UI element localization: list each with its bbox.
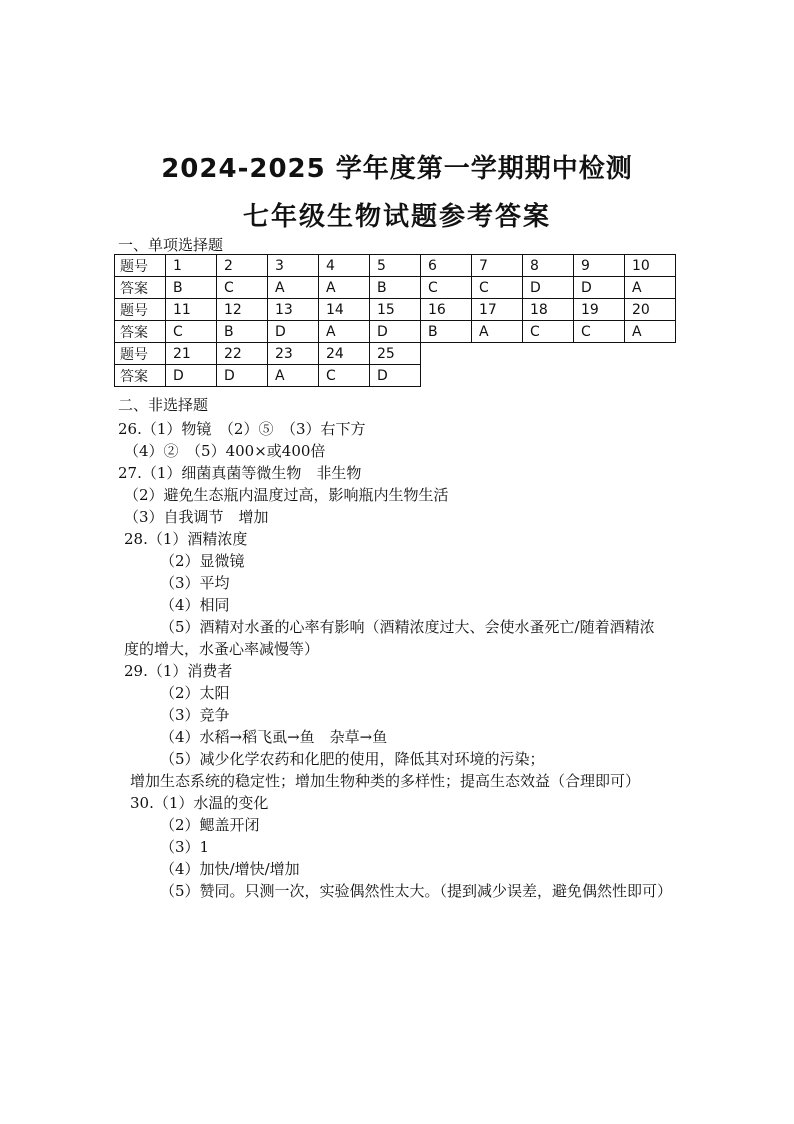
section2-heading: 二、非选择题 [118, 396, 209, 414]
question-number-cell: 14 [319, 299, 370, 321]
question-number-cell: 13 [268, 299, 319, 321]
answer-cell: D [370, 365, 421, 387]
answer-cell: A [625, 277, 676, 299]
answer-line: （3）竞争 [160, 706, 230, 724]
answer-line: 29.（1）消费者 [124, 662, 233, 680]
answer-cell: D [217, 365, 268, 387]
answer-line: 度的增大，水蚤心率减慢等） [124, 640, 320, 658]
question-number-cell: 16 [421, 299, 472, 321]
row-label-question: 题号 [115, 299, 166, 321]
question-number-cell: 7 [472, 255, 523, 277]
answer-line: （3）平均 [160, 574, 230, 592]
answer-cell: A [625, 321, 676, 343]
answer-cell: B [370, 277, 421, 299]
question-number-cell: 15 [370, 299, 421, 321]
answer-cell: B [217, 321, 268, 343]
question-number-cell: 17 [472, 299, 523, 321]
question-number-cell: 3 [268, 255, 319, 277]
answer-line: （5）酒精对水蚤的心率有影响（酒精浓度过大、会使水蚤死亡/随着酒精浓 [160, 618, 655, 636]
answer-line: 27.（1）细菌真菌等微生物 非生物 [118, 464, 362, 482]
answer-line: 28.（1）酒精浓度 [124, 530, 248, 548]
question-number-cell: 22 [217, 343, 268, 365]
answer-line: （4）② （5）400×或400倍 [124, 442, 326, 460]
answer-line: （5）赞同。只测一次，实验偶然性太大。（提到减少误差，避免偶然性即可） [160, 882, 673, 900]
answer-cell: D [166, 365, 217, 387]
question-number-cell: 1 [166, 255, 217, 277]
answer-line: （2）显微镜 [160, 552, 245, 570]
answer-cell: C [472, 277, 523, 299]
answer-line: （4）加快/增快/增加 [160, 860, 300, 878]
answer-cell: A [268, 277, 319, 299]
answer-cell: B [421, 321, 472, 343]
answer-cell: A [319, 277, 370, 299]
question-number-cell: 2 [217, 255, 268, 277]
answer-line: （3）自我调节 增加 [124, 508, 269, 526]
answer-line: （5）减少化学农药和化肥的使用，降低其对环境的污染； [160, 750, 545, 768]
row-label-answer: 答案 [115, 365, 166, 387]
empty-cell [472, 343, 523, 365]
row-label-answer: 答案 [115, 277, 166, 299]
answer-cell: D [268, 321, 319, 343]
page-subtitle: 七年级生物试题参考答案 [242, 202, 551, 232]
question-number-row [115, 299, 676, 321]
answer-line: 30.（1）水温的变化 [130, 794, 269, 812]
answer-cell: C [319, 365, 370, 387]
empty-cell [574, 343, 625, 365]
empty-cell [421, 343, 472, 365]
empty-cell [523, 365, 574, 387]
question-number-cell: 20 [625, 299, 676, 321]
answer-line: （2）鳃盖开闭 [160, 816, 260, 834]
answer-cell: A [319, 321, 370, 343]
answer-cell: D [574, 277, 625, 299]
question-number-cell: 6 [421, 255, 472, 277]
question-number-cell: 23 [268, 343, 319, 365]
answer-cell: C [523, 321, 574, 343]
row-label-question: 题号 [115, 343, 166, 365]
question-number-cell: 10 [625, 255, 676, 277]
question-number-cell: 24 [319, 343, 370, 365]
answer-line: （3）1 [160, 838, 210, 856]
answer-line: （2）太阳 [160, 684, 230, 702]
question-number-cell: 9 [574, 255, 625, 277]
section1-heading: 一、单项选择题 [118, 236, 224, 254]
answer-cell: C [166, 321, 217, 343]
row-label-question: 题号 [115, 255, 166, 277]
answer-line: 增加生态系统的稳定性；增加生物种类的多样性；提高生态效益（合理即可） [130, 772, 641, 790]
answer-row [115, 321, 676, 343]
question-number-row [115, 255, 676, 277]
answer-cell: B [166, 277, 217, 299]
answer-row [115, 365, 676, 387]
empty-cell [421, 365, 472, 387]
question-number-cell: 8 [523, 255, 574, 277]
question-number-cell: 25 [370, 343, 421, 365]
answer-line: （4）水稻→稻飞虱→鱼 杂草→鱼 [160, 728, 388, 746]
empty-cell [523, 343, 574, 365]
question-number-cell: 4 [319, 255, 370, 277]
answer-cell: A [472, 321, 523, 343]
empty-cell [625, 365, 676, 387]
answer-cell: A [268, 365, 319, 387]
answer-line: （4）相同 [160, 596, 230, 614]
question-number-cell: 19 [574, 299, 625, 321]
answer-cell: C [217, 277, 268, 299]
answer-line: （2）避免生态瓶内温度过高，影响瓶内生物生活 [124, 486, 449, 504]
question-number-cell: 18 [523, 299, 574, 321]
answer-row [115, 277, 676, 299]
question-number-row [115, 343, 676, 365]
answer-line: 26.（1）物镜 （2）⑤ （3）右下方 [118, 420, 366, 438]
answer-cell: D [523, 277, 574, 299]
answer-cell: C [421, 277, 472, 299]
answer-cell: C [574, 321, 625, 343]
question-number-cell: 11 [166, 299, 217, 321]
answer-cell: D [370, 321, 421, 343]
row-label-answer: 答案 [115, 321, 166, 343]
question-number-cell: 5 [370, 255, 421, 277]
question-number-cell: 12 [217, 299, 268, 321]
empty-cell [625, 343, 676, 365]
page-title: 2024-2025 学年度第一学期期中检测 [161, 154, 633, 184]
answer-table [114, 254, 676, 387]
empty-cell [574, 365, 625, 387]
empty-cell [472, 365, 523, 387]
question-number-cell: 21 [166, 343, 217, 365]
